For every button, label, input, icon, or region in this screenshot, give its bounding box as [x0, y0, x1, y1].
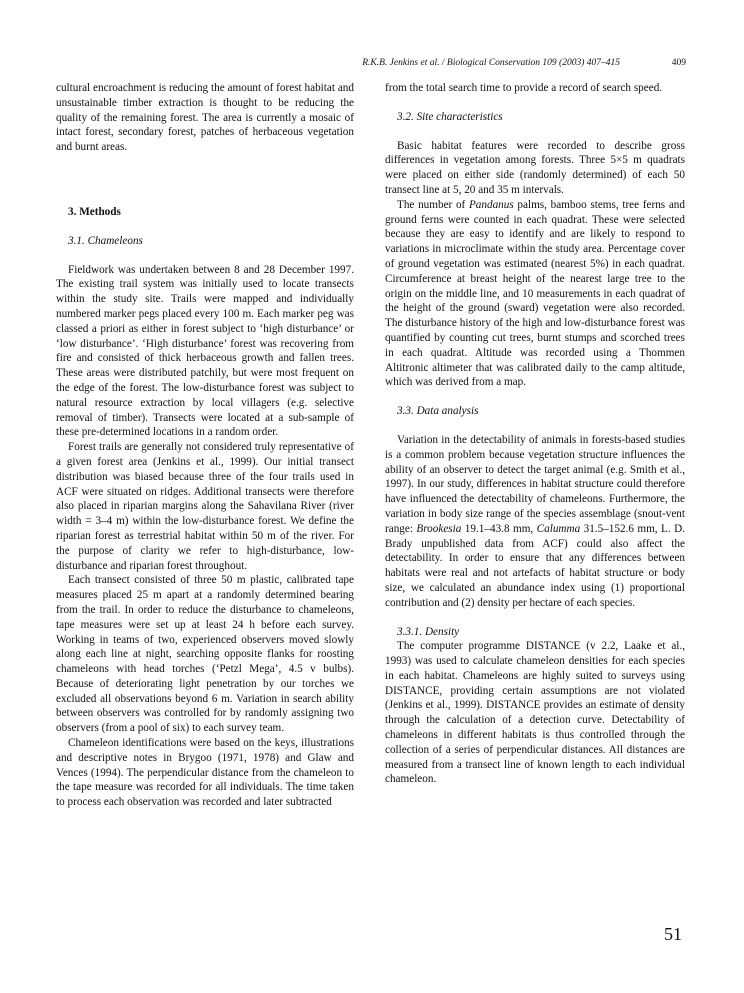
subsection-heading-density: 3.3.1. Density: [397, 625, 460, 638]
section-heading-methods: 3. Methods: [68, 205, 121, 218]
paragraph: Each transect consisted of three 50 m plastic, calibrated tape measures placed 25 m apart at a randomly determined bearing from the trail. In order to reduce the disturbance to chameleons, tape measures were set up at least 24 h before each survey. Working in teams of two, experienced observers moved slowly along each line at night, searching opposite flanks for roosting chameleons with head torches (‘Petzl Mega’, 4.5 v bulbs). Because of deteriorating light penetration by our torches we excluded all observations beyond 6 m. Variation in search ability between observers was controlled for by randomly assigning two observers (from a pool of six) to each survey team.: [56, 574, 354, 735]
paragraph-continued: from the total search time to provide a record of search speed.: [385, 82, 663, 94]
folio-page-number: 51: [664, 924, 682, 944]
running-header: [56, 58, 686, 72]
paragraph: [385, 433, 685, 611]
paragraph-continued: cultural encroachment is reducing the amount of forest habitat and unsustainable timber extraction is thought to be reducing the quality of the remaining forest. The area is currently a mosaic of intact forest, secondary forest, patches of herbaceous vegetation and burnt areas.: [56, 82, 354, 154]
taxon-name: Calumma: [536, 522, 581, 535]
taxon-name: Brookesia: [416, 522, 462, 535]
header-citation: R.K.B. Jenkins et al. / Biological Conservation 109 (2003) 407–415: [362, 58, 620, 68]
subsection-heading-chameleons: 3.1. Chameleons: [68, 234, 143, 247]
text-run: The number of: [397, 198, 469, 211]
text-run: 19.1–43.8 mm,: [461, 522, 537, 535]
left-column: [56, 81, 354, 810]
paragraph: Basic habitat features were recorded to describe gross differences in vegetation among forests. Three 5×5 m quadrats were placed on either side (randomly determined) of each 50 transect line at 5, 20 and 35 m intervals.: [385, 139, 685, 196]
text-run: palms, bamboo stems, tree ferns and ground ferns were counted in each quadrat. These were selected because they are easy to identify and are likely to respond to variations in microclimate within the study area. Percentage cover of ground vegetation was estimated (nearest 5%) in each quadrat. Circumference at breast height of the nearest large tree to the origin on the middle line, and 10 measurements in each quadrat of the height of the ground (sward) vegetation were also recorded. The disturbance history of the high and low-disturbance forest was quantified by counting cut trees, burnt stumps and scorched trees in each quadrat. Altitude was recorded using a Thommen Altitronic altimeter that was calibrated daily to the camp altitude, which was derived from a map.: [385, 198, 685, 389]
paragraph: The computer programme DISTANCE (v 2.2, Laake et al., 1993) was used to calculate chameleon densities for each species in each habitat. Chameleons are highly suited to surveys using DISTANCE, providing certain assumptions are not violated (Jenkins et al., 1999). DISTANCE provides an estimate of density through the calculation of a detection curve. Detectability of chameleons in different habitats is thus controlled through the collection of a series of perpendicular distances. All distances are measured from a transect line of known length to each individual chameleon.: [385, 640, 685, 786]
text-run: Variation in the detectability of animals in forests-based studies is a common problem because vegetation structure influences the ability of an observer to detect the target animal (e.g. Smith et al., 1997). In our study, differences in habitat structure could therefore have influenced the detectability of chameleons. Furthermore, the variation in body size range of the species assemblage (snout-vent range:: [385, 433, 685, 535]
paragraph: [385, 198, 685, 390]
paragraph: Chameleon identifications were based on the keys, illustrations and descriptive notes in Brygoo (1971, 1978) and Glaw and Vences (1994). The perpendicular distance from the chameleon to the tape measure was recorded for all individuals. The time taken to process each observation was recorded and later subtracted: [56, 737, 354, 809]
right-column: [385, 81, 685, 787]
paragraph: Forest trails are generally not considered truly representative of a given forest area (Jenkins et al., 1999). Our initial transect distribution was biased because three of the four trails used in ACF were situated on ridges. Additional transects were therefore also placed in riparian margins along the Sahavilana River (river width = 3–4 m) within the low-disturbance forest. We define the riparian forest as terrestrial habitat within 50 m of the river. For the purpose of clarity we refer to high-disturbance, low-disturbance and riparian forest throughout.: [56, 441, 354, 572]
paragraph: Fieldwork was undertaken between 8 and 28 December 1997. The existing trail system was initially used to locate transects within the study site. Trails were mapped and individually numbered marker pegs placed every 100 m. Each marker peg was classed a priori as either in forest subject to ‘high disturbance’ or ‘low disturbance’. ‘High disturbance’ forest was recovering from fire and consisted of thick herbaceous growth and fallen trees. These areas were distributed patchily, but were most frequent on the edge of the forest. The low-disturbance forest was subject to natural resource extraction by local villagers (e.g. selective removal of timber). Transects were located at a sub-sample of these pre-determined locations in a random order.: [56, 263, 354, 439]
header-page-number: 409: [671, 58, 686, 68]
subsection-heading-site: 3.2. Site characteristics: [397, 110, 503, 123]
subsection-heading-data-analysis: 3.3. Data analysis: [397, 405, 479, 418]
taxon-name: Pandanus: [468, 198, 514, 211]
text-run: 31.5–152.6 mm, L. D. Brady unpublished data from ACF) could also affect the detectability. In order to ensure that any differences between habitats were real and not artefacts of habitat structure or body size, we calculated an abundance index using (1) proportional contribution and (2) density per hectare of each species.: [385, 522, 686, 609]
